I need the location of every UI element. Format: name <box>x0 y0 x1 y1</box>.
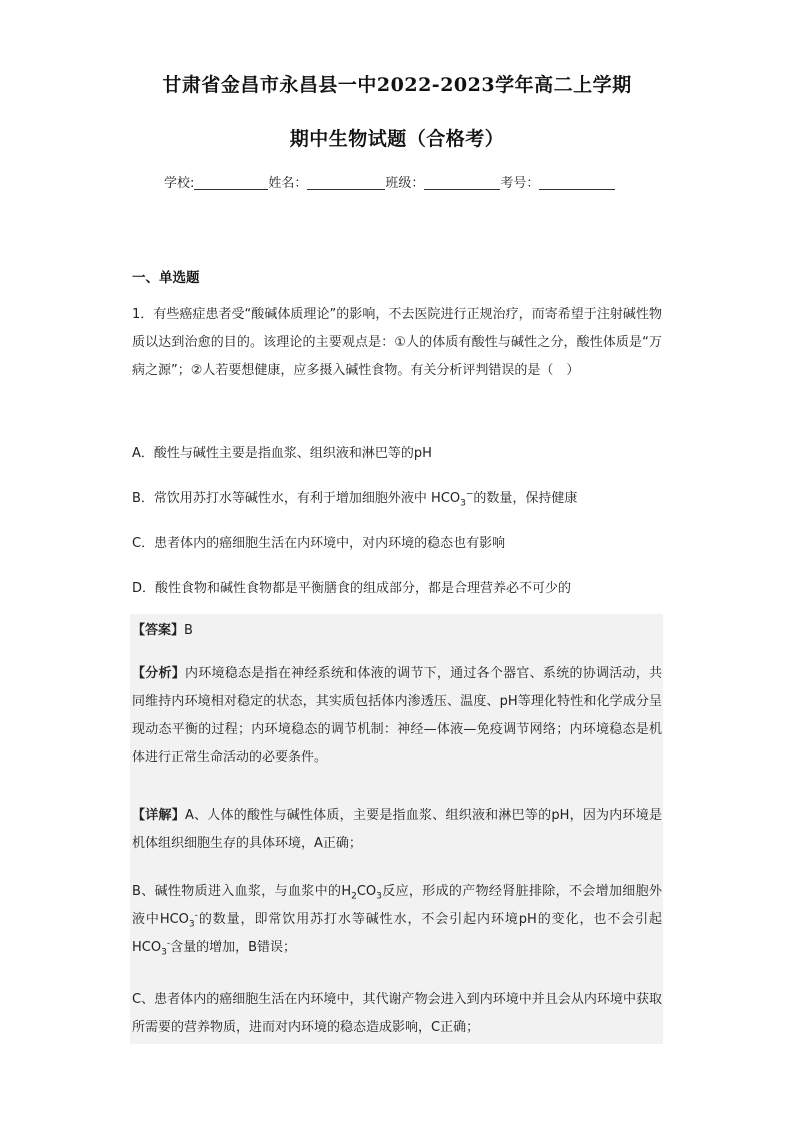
detail-b-text-4: 的数量，即常饮用苏打水等碱性水，不会引起内环境pH的变化，也不会引起HCO <box>132 912 663 955</box>
school-label: 学校: <box>164 176 195 191</box>
name-label: 姓名： <box>268 176 308 191</box>
answer-line <box>132 621 662 641</box>
detail-b-sup-3: - <box>194 910 198 921</box>
number-label: 考号： <box>500 176 540 191</box>
option-b-text-pre: B．常饮用苏打水等碱性水，有利于增加细胞外液中 HCO <box>132 491 461 506</box>
detail-b-text-2: CO <box>356 884 377 899</box>
option-c: C．患者体内的癌细胞生活在内环境中，对内环境的稳态也有影响 <box>132 536 506 551</box>
answer-value: B <box>184 623 193 638</box>
option-a: A．酸性与碱性主要是指血浆、组织液和淋巴等的pH <box>132 446 432 461</box>
detail-b-text-3: 反应，形成的产物经肾脏排除，不会增加细胞外液中HCO <box>132 884 662 927</box>
detail-paragraph-b <box>132 878 662 962</box>
school-blank <box>194 175 268 190</box>
answer-label: 【答案】 <box>132 623 185 638</box>
question-stem: 1．有些癌症患者受“酸碱体质理论”的影响，不去医院进行正规治疗，而寄希望于注射碱性物质以达到治愈的目的。该理论的主要观点是：①人的体质有酸性与碱性之分，酸性体质是“万病之源”；②人若要想健康，应多摄入碱性食物。有关分析评判错误的是（ ） <box>132 307 662 378</box>
section-title: 一、单选题 <box>132 270 200 286</box>
name-blank <box>307 175 385 190</box>
detail-b-sub-1: 2 <box>351 891 357 902</box>
option-b-superscript: − <box>465 489 474 500</box>
page-title-line2: 期中生物试题（合格考） <box>289 128 505 150</box>
option-b-text-post: 的数量，保持健康 <box>473 491 578 506</box>
option-b <box>132 489 662 509</box>
detail-b-sub-4: 3 <box>161 947 167 958</box>
detail-label: 【详解】 <box>132 808 185 823</box>
detail-b-sub-2: 3 <box>376 891 382 902</box>
analysis-label: 【分析】 <box>132 666 186 681</box>
option-d: D．酸性食物和碱性食物都是平衡膳食的组成部分，都是合理营养必不可少的 <box>132 581 572 596</box>
detail-b-text-1: B、碱性物质进入血浆，与血浆中的H <box>132 884 352 899</box>
detail-paragraph-c: C、患者体内的癌细胞生活在内环境中，其代谢产物会进入到内环境中并且会从内环境中获取所需要的营养物质，进而对内环境的稳态造成影响，C正确； <box>132 992 662 1035</box>
class-blank <box>424 175 500 190</box>
detail-b-sub-3: 3 <box>188 919 195 930</box>
number-blank <box>539 175 615 190</box>
detail-b-sup-4: - <box>166 938 171 949</box>
class-label: 班级： <box>385 176 425 191</box>
option-b-subscript: 3 <box>460 498 466 509</box>
analysis-paragraph <box>132 660 662 772</box>
detail-a-text: A、人体的酸性与碱性体质，主要是指血浆、组织液和淋巴等的pH，因为内环境是机体组织细胞生存的具体环境，A正确； <box>132 808 662 851</box>
detail-b-text-5: 含量的增加，B错误； <box>170 940 296 955</box>
student-info-line <box>164 172 634 191</box>
analysis-text: 内环境稳态是指在神经系统和体液的调节下，通过各个器官、系统的协调活动，共同维持内环境相对稳定的状态，其实质包括体内渗透压、温度、pH等理化特性和化学成分呈现动态平衡的过程；内环境稳态的调节机制：神经—体液—免疫调节网络；内环境稳态是机体进行正常生命活动的必要条件。 <box>132 666 662 765</box>
page-title-line1: 甘肃省金昌市永昌县一中2022-2023学年高二上学期 <box>162 74 632 96</box>
detail-paragraph-a <box>132 802 662 858</box>
